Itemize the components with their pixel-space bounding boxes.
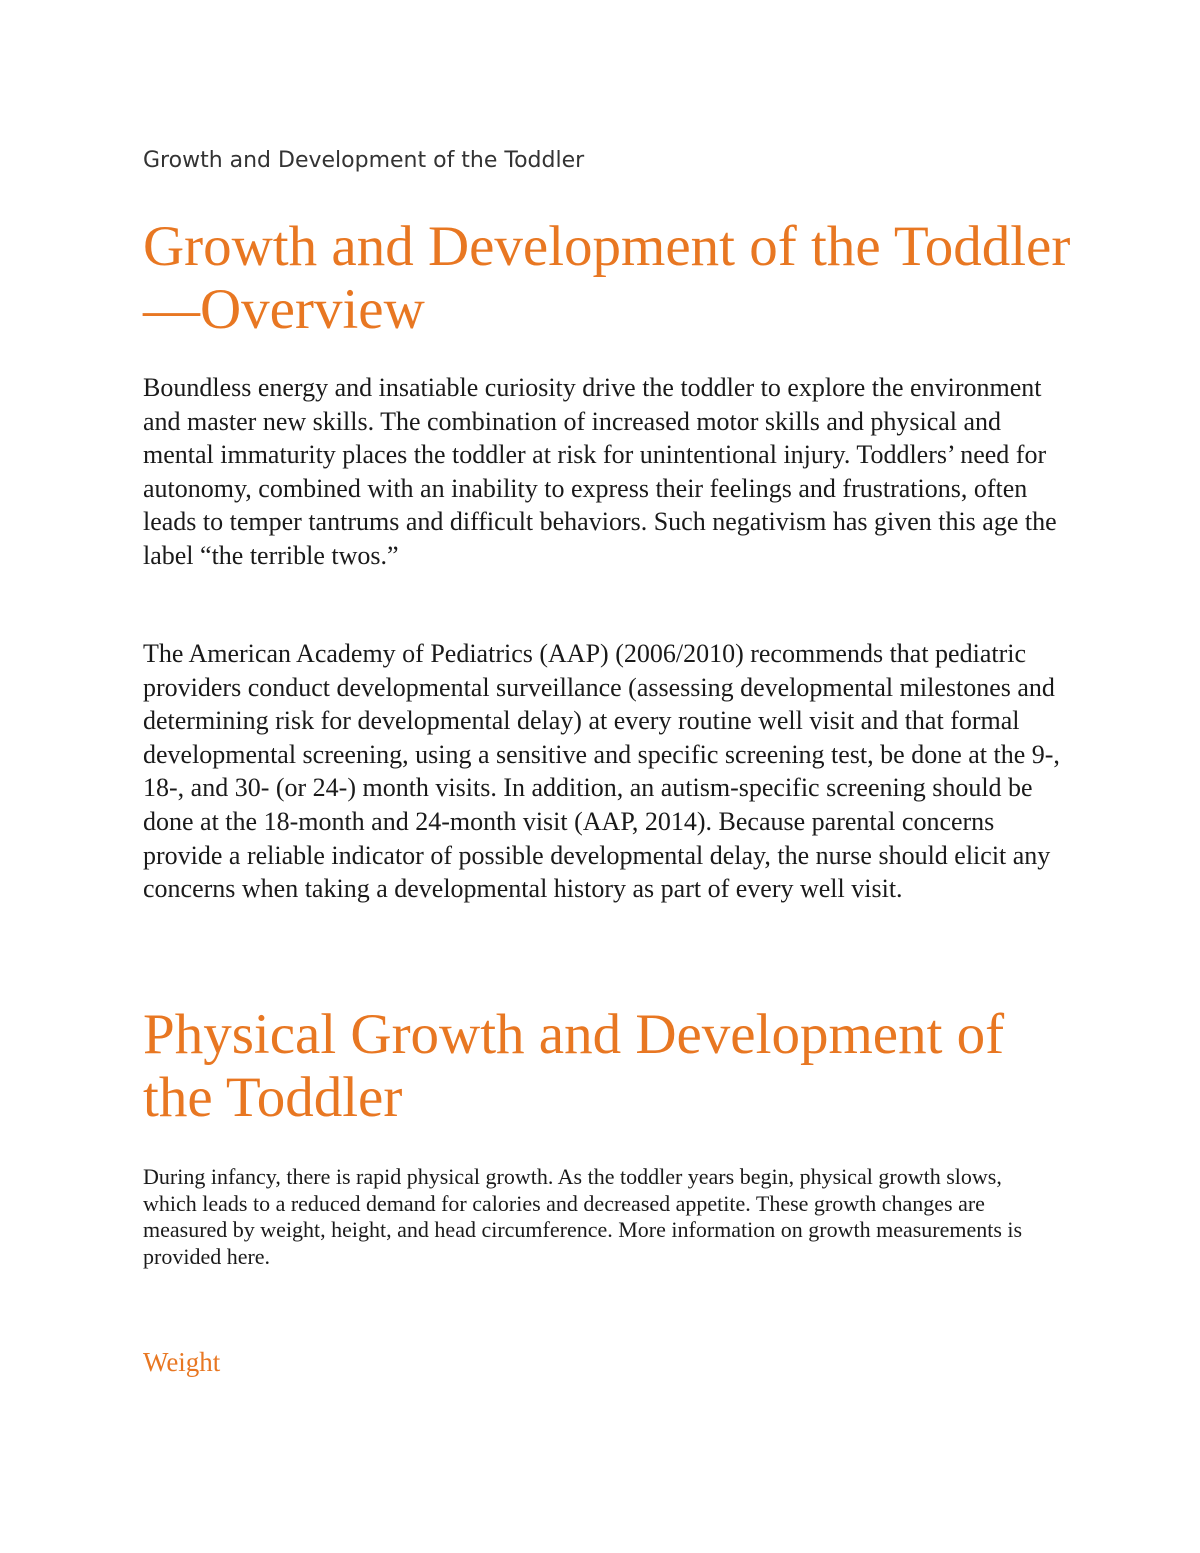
document-label: Growth and Development of the Toddler <box>143 148 585 173</box>
physical-growth-paragraph: During infancy, there is rapid physical growth. As the toddler years begin, physical growth slows, which leads to a reduced demand for calories and decreased appetite. These growth changes are measured by weight, height, and head circumference. More information on growth measurements is provided here. <box>143 1164 1023 1270</box>
overview-heading: Growth and Development of the Toddler—Overview <box>143 215 1071 341</box>
weight-subheading: Weight <box>143 1347 221 1377</box>
overview-paragraph-1: Boundless energy and insatiable curiosity drive the toddler to explore the environment and master new skills. The combination of increased motor skills and physical and mental immaturity places the toddler at risk for unintentional injury. Toddlers’ need for autonomy, combined with an inability to express their feelings and frustrations, often leads to temper tantrums and difficult behaviors. Such negativism has given this age the label “the terrible twos.” <box>143 373 1057 570</box>
physical-growth-heading: Physical Growth and Development of the Toddler <box>143 1003 1005 1129</box>
overview-paragraph-2: The American Academy of Pediatrics (AAP) (2006/2010) recommends that pediatric providers conduct developmental surveillance (assessing developmental milestones and determining risk for developmental delay) at every routine well visit and that formal developmental screening, using a sensitive and specific screening test, be done at the 9-, 18-, and 30- (or 24-) month visits. In addition, an autism-specific screening should be done at the 18-month and 24-month visit (AAP, 2014). Because parental concerns provide a reliable indicator of possible developmental delay, the nurse should elicit any concerns when taking a developmental history as part of every well visit. <box>143 639 1060 904</box>
